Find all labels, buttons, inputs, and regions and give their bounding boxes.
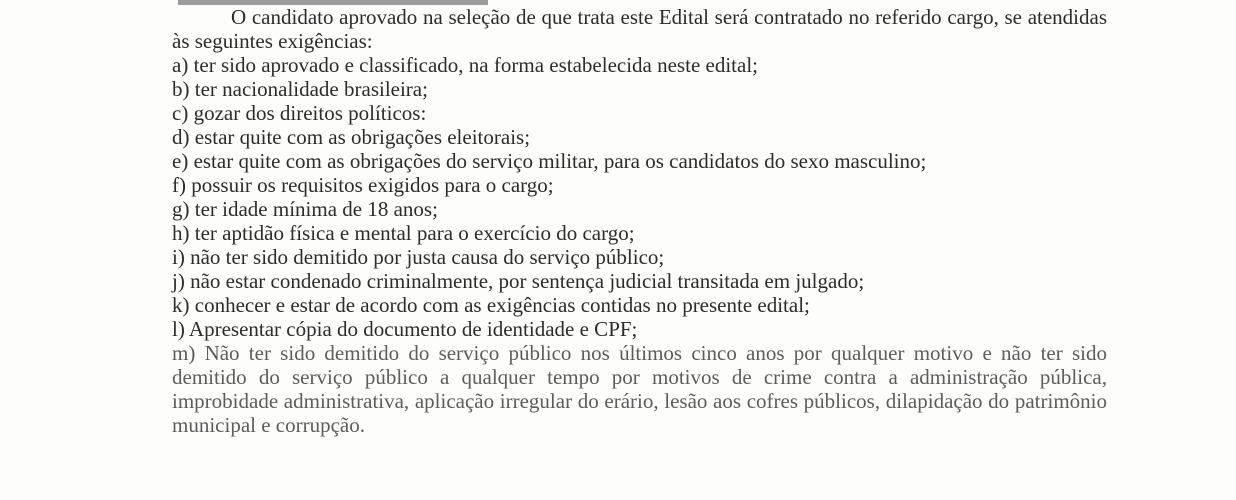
- requirement-item-e: e) estar quite com as obrigações do serviço militar, para os candidatos do sexo masculino;: [172, 149, 927, 173]
- requirement-item-k: k) conhecer e estar de acordo com as exigências contidas no presente edital;: [172, 293, 810, 317]
- requirement-item-g: g) ter idade mínima de 18 anos;: [172, 197, 438, 221]
- requirement-item-d: d) estar quite com as obrigações eleitorais;: [172, 125, 531, 149]
- requirement-item-a: a) ter sido aprovado e classificado, na forma estabelecida neste edital;: [172, 53, 758, 77]
- requirement-item-i: i) não ter sido demitido por justa causa do serviço público;: [172, 245, 665, 269]
- requirement-item-l: l) Apresentar cópia do documento de identidade e CPF;: [172, 317, 638, 341]
- requirement-item-f: f) possuir os requisitos exigidos para o cargo;: [172, 173, 554, 197]
- requirements-list: [172, 53, 1107, 437]
- requirement-item-c: c) gozar dos direitos políticos:: [172, 101, 427, 125]
- requirement-item-b: b) ter nacionalidade brasileira;: [172, 77, 428, 101]
- requirement-item-m: m) Não ter sido demitido do serviço público nos últimos cinco anos por qualquer motivo e não ter sido demitido do serviço público a qualquer tempo por motivos de crime contra a administração pública, improbidade administrativa, aplicação irregular do erário, lesão aos cofres públicos, dilapidação do patrimônio municipal e corrupção.: [172, 341, 1107, 437]
- cut-off-text-fragment: [178, 0, 488, 5]
- intro-paragraph: O candidato aprovado na seleção de que trata este Edital será contratado no referido cargo, se atendidas às seguintes exigências:: [172, 5, 1107, 53]
- requirement-item-j: j) não estar condenado criminalmente, por sentença judicial transitada em julgado;: [172, 269, 865, 293]
- requirement-item-h: h) ter aptidão física e mental para o exercício do cargo;: [172, 221, 635, 245]
